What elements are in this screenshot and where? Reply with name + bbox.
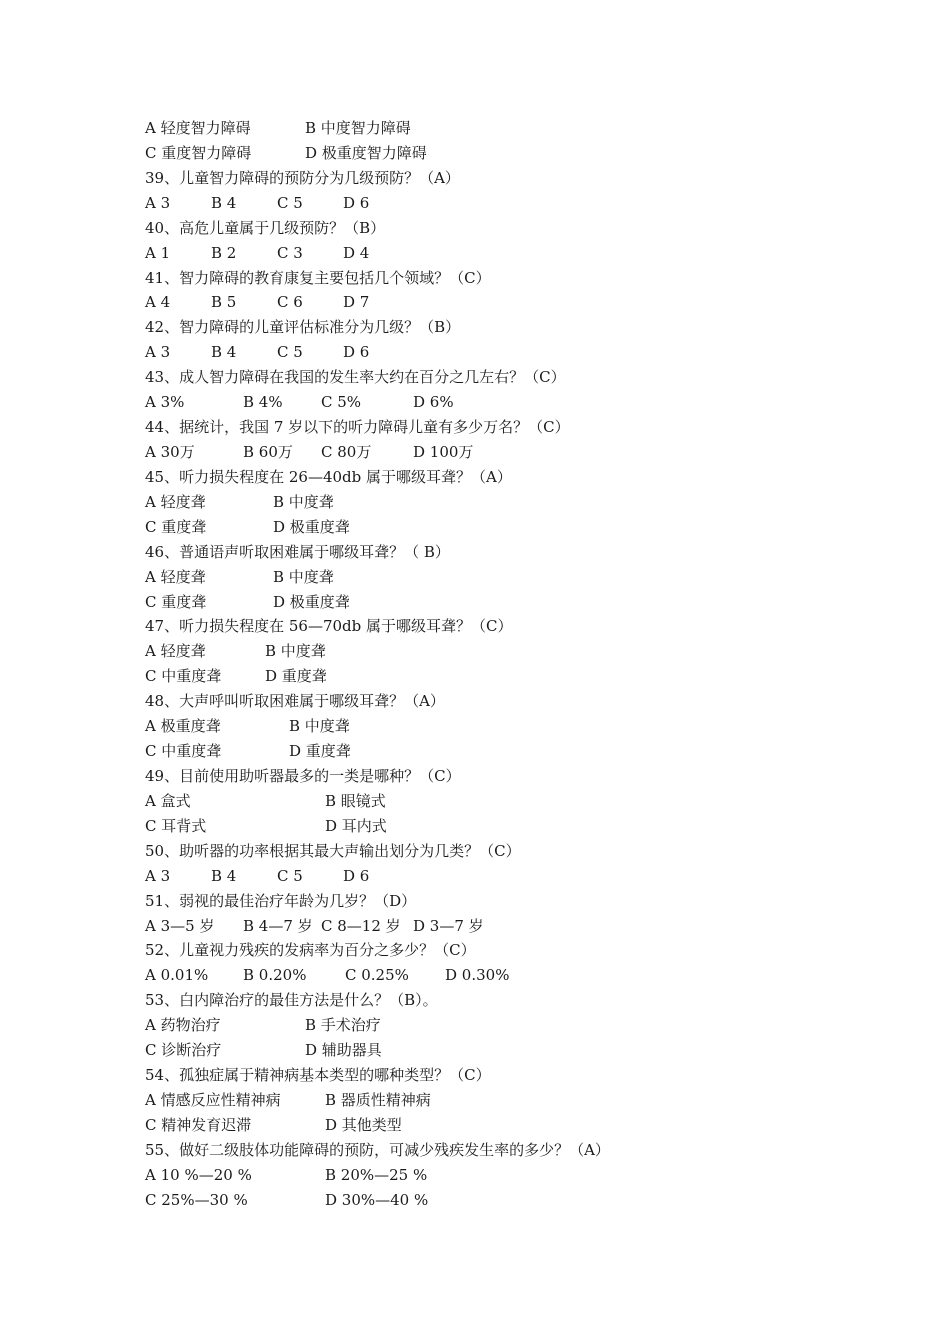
question-text: 44、据统计，我国 7 岁以下的听力障碍儿童有多少万名？（C） (145, 418, 570, 437)
options-row (145, 490, 905, 515)
question-text: 43、成人智力障碍在我国的发生率大约在百分之几左右？（C） (145, 368, 566, 387)
option-a: A 4 (145, 293, 171, 312)
option-b: B 0.20% (243, 966, 307, 985)
option-c: C 0.25% (345, 966, 409, 985)
option-a: A 1 (145, 243, 171, 262)
options-row (145, 814, 905, 839)
option-b: B 20%—25 % (325, 1165, 428, 1184)
option-d: D 0.30% (445, 966, 510, 985)
option-a: C 中重度聋 (145, 742, 222, 761)
option-b: B 器质性精神病 (325, 1090, 431, 1109)
question-text: 39、儿童智力障碍的预防分为几级预防？（A） (145, 168, 460, 187)
option-a: A 3 (145, 866, 171, 885)
options-row (145, 565, 905, 590)
option-d: D 6 (343, 343, 370, 362)
option-b: D 重度聋 (265, 667, 327, 686)
option-b: D 其他类型 (325, 1115, 402, 1134)
option-b: B 60万 (243, 442, 293, 461)
question-text: 52、儿童视力残疾的发病率为百分之多少？（C） (145, 941, 476, 960)
options-row (145, 739, 905, 764)
option-b: B 眼镜式 (325, 791, 386, 810)
option-b: B 手术治疗 (305, 1016, 381, 1035)
option-c: C 8—12 岁 (321, 916, 401, 935)
question-text: 46、普通语声听取困难属于哪级耳聋？（ B） (145, 542, 450, 561)
option-a: C 重度智力障碍 (145, 143, 252, 162)
option-a: A 轻度聋 (145, 642, 206, 661)
option-c: C 5% (321, 393, 362, 412)
option-c: C 3 (277, 243, 303, 262)
option-d: D 3—7 岁 (413, 916, 484, 935)
option-b: D 重度聋 (289, 742, 351, 761)
options-row (145, 340, 905, 365)
option-b: B 5 (211, 293, 237, 312)
options-row (145, 714, 905, 739)
options-row (145, 664, 905, 689)
option-b: B 中度聋 (273, 492, 334, 511)
option-d: D 7 (343, 293, 370, 312)
option-b: B 中度聋 (273, 567, 334, 586)
option-a: A 3 (145, 193, 171, 212)
option-a: A 轻度聋 (145, 567, 206, 586)
question-text: 48、大声呼叫听取困难属于哪级耳聋？（A） (145, 692, 445, 711)
question-text: 54、孤独症属于精神病基本类型的哪种类型？（C） (145, 1066, 491, 1085)
options-row (145, 241, 905, 266)
option-a: C 诊断治疗 (145, 1041, 222, 1060)
option-a: A 盒式 (145, 791, 191, 810)
option-c: C 80万 (321, 442, 372, 461)
options-row (145, 639, 905, 664)
option-a: A 轻度智力障碍 (145, 119, 251, 137)
options-row (145, 116, 905, 141)
option-b: D 耳内式 (325, 816, 387, 835)
options-row (145, 1088, 905, 1113)
options-row (145, 789, 905, 814)
option-b: B 4 (211, 193, 237, 212)
options-row (145, 1163, 905, 1188)
option-a: A 3—5 岁 (145, 916, 215, 935)
option-d: D 6 (343, 193, 370, 212)
option-d: D 6 (343, 866, 370, 885)
option-b: B 中度聋 (265, 642, 326, 661)
option-a: A 30万 (145, 442, 195, 461)
option-a: A 极重度聋 (145, 717, 221, 736)
option-a: A 药物治疗 (145, 1016, 221, 1035)
question-text: 50、助听器的功率根据其最大声输出划分为几类？（C） (145, 841, 521, 860)
options-row (145, 390, 905, 415)
option-c: C 6 (277, 293, 303, 312)
option-d: D 6% (413, 393, 454, 412)
option-c: C 5 (277, 866, 303, 885)
option-a: C 重度聋 (145, 517, 207, 536)
option-b: D 极重度智力障碍 (305, 143, 427, 162)
option-b: D 极重度聋 (273, 592, 350, 611)
option-a: A 0.01% (145, 966, 209, 985)
option-d: D 100万 (413, 442, 474, 461)
option-a: A 3 (145, 343, 171, 362)
option-a: C 重度聋 (145, 592, 207, 611)
options-row (145, 141, 905, 166)
quiz-content (145, 116, 905, 1213)
options-row (145, 1038, 905, 1063)
question-text: 53、白内障治疗的最佳方法是什么？（B）。 (145, 991, 438, 1010)
option-b: B 4—7 岁 (243, 916, 313, 935)
options-row (145, 290, 905, 315)
option-a: A 10 %—20 % (145, 1165, 252, 1184)
option-b: B 中度聋 (289, 717, 350, 736)
option-b: B 4 (211, 866, 237, 885)
option-c: C 5 (277, 343, 303, 362)
option-a: A 轻度聋 (145, 492, 206, 511)
options-row (145, 1113, 905, 1138)
options-row (145, 963, 905, 988)
options-row (145, 440, 905, 465)
question-text: 49、目前使用助听器最多的一类是哪种？（C） (145, 766, 461, 785)
option-b: B 2 (211, 243, 237, 262)
option-b: D 极重度聋 (273, 517, 350, 536)
options-row (145, 864, 905, 889)
options-row (145, 1188, 905, 1213)
question-text: 51、弱视的最佳治疗年龄为几岁？（D） (145, 891, 417, 910)
question-text: 47、听力损失程度在 56—70db 属于哪级耳聋？（C） (145, 617, 513, 636)
option-b: D 30%—40 % (325, 1190, 429, 1209)
option-d: D 4 (343, 243, 370, 262)
options-row (145, 590, 905, 615)
option-a: C 中重度聋 (145, 667, 222, 686)
question-text: 41、智力障碍的教育康复主要包括几个领域？（C） (145, 268, 491, 287)
question-text: 40、高危儿童属于几级预防？（B） (145, 218, 386, 237)
option-a: C 25%—30 % (145, 1190, 248, 1209)
option-b: B 中度智力障碍 (305, 119, 411, 137)
option-a: A 3% (145, 393, 185, 412)
option-c: C 5 (277, 193, 303, 212)
options-row (145, 914, 905, 939)
options-row (145, 1013, 905, 1038)
question-text: 42、智力障碍的儿童评估标准分为几级？（B） (145, 318, 461, 337)
options-row (145, 191, 905, 216)
option-b: D 辅助器具 (305, 1041, 382, 1060)
question-text: 45、听力损失程度在 26—40db 属于哪级耳聋？（A） (145, 467, 512, 486)
option-a: C 耳背式 (145, 816, 207, 835)
options-row (145, 515, 905, 540)
option-b: B 4 (211, 343, 237, 362)
option-a: A 情感反应性精神病 (145, 1090, 281, 1109)
question-text: 55、做好二级肢体功能障碍的预防，可减少残疾发生率的多少？（A） (145, 1140, 610, 1159)
option-a: C 精神发育迟滞 (145, 1115, 252, 1134)
option-b: B 4% (243, 393, 283, 412)
